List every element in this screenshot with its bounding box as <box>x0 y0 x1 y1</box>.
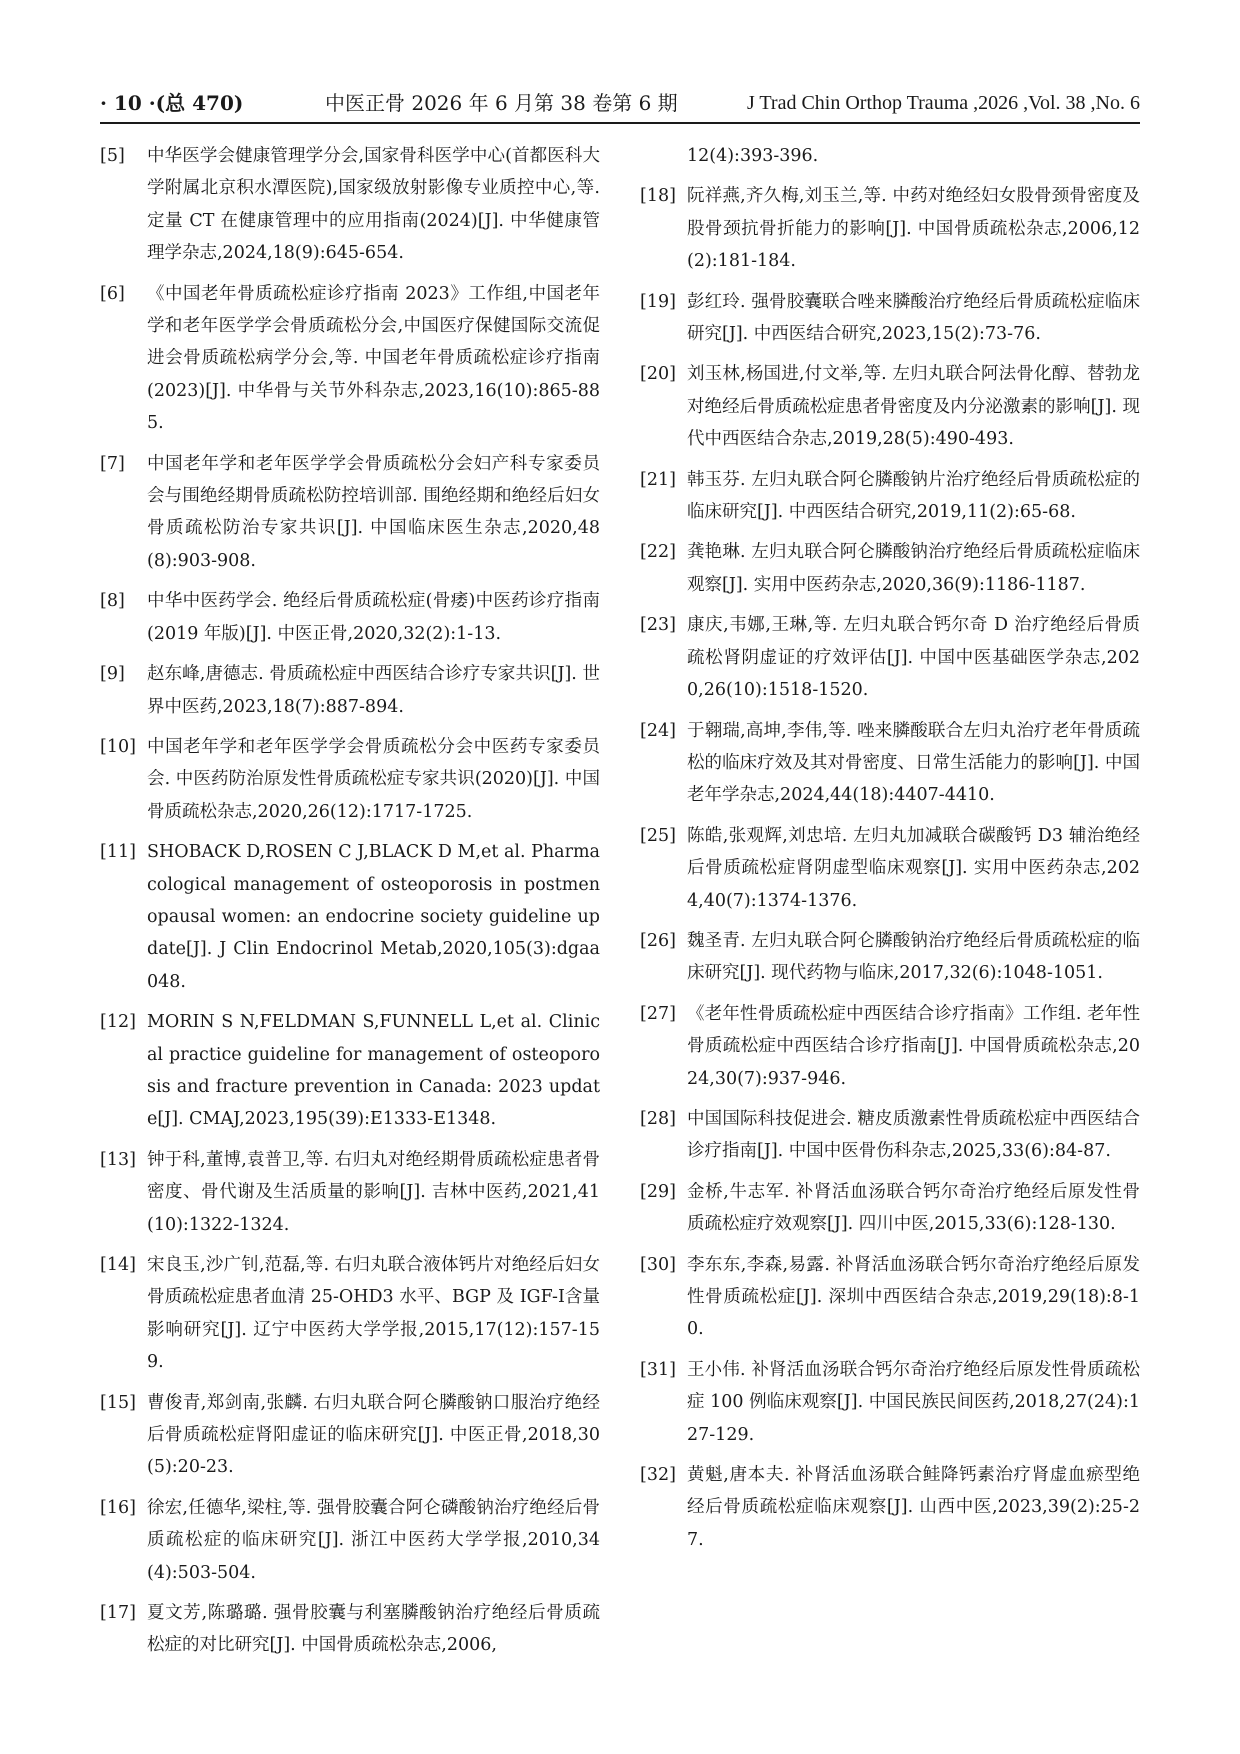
reference-text: 夏文芳,陈璐璐. 强骨胶囊与利塞膦酸钠治疗绝经后骨质疏松症的对比研究[J]. 中国骨质疏松杂志,2006, <box>147 1603 600 1656</box>
reference-text: 王小伟. 补肾活血汤联合钙尔奇治疗绝经后原发性骨质疏松症 100 例临床观察[J]. 中国民族民间医药,2018,27(24):127-129. <box>687 1359 1140 1445</box>
reference-item <box>100 1144 600 1241</box>
reference-text: SHOBACK D,ROSEN C J,BLACK D M,et al. Pharmacological management of osteoporosis in postmenopausal women: an endocrine society guideline update[J]. J Clin Endocrinol Metab,2020,105(3):dgaa048. <box>147 842 600 992</box>
reference-text: MORIN S N,FELDMAN S,FUNNELL L,et al. Clinical practice guideline for management of osteoporosis and fracture prevention in Canada: 2023 update[J]. CMAJ,2023,195(39):E1333-E1348. <box>147 1012 600 1130</box>
reference-number: [29] <box>640 1181 676 1202</box>
reference-text: 金桥,牛志军. 补肾活血汤联合钙尔奇治疗绝经后原发性骨质疏松症疗效观察[J]. 四川中医,2015,33(6):128-130. <box>687 1181 1140 1235</box>
journal-title-en: J Trad Chin Orthop Trauma ,2026 ,Vol. 38 ,No. 6 <box>746 92 1140 114</box>
reference-number: [14] <box>100 1255 136 1275</box>
reference-number: [16] <box>100 1497 136 1518</box>
reference-text: 阮祥燕,齐久梅,刘玉兰,等. 中药对绝经妇女股骨颈骨密度及股骨颈抗骨折能力的影响[J]. 中国骨质疏松杂志,2006,12(2):181-184. <box>687 186 1140 272</box>
reference-number: [13] <box>100 1149 136 1170</box>
reference-continuation <box>640 140 1140 172</box>
reference-number: [24] <box>640 720 676 741</box>
reference-number: [32] <box>640 1465 676 1486</box>
page-number: · 10 ·(总 470) <box>100 91 244 115</box>
reference-item <box>640 715 1140 812</box>
reference-number: [22] <box>640 542 676 563</box>
reference-text: 12(4):393-396. <box>687 146 819 166</box>
reference-item <box>640 1103 1140 1168</box>
reference-item <box>100 1597 600 1662</box>
reference-item <box>100 140 600 270</box>
reference-number: [12] <box>100 1012 136 1033</box>
reference-item <box>640 998 1140 1095</box>
reference-item <box>100 1249 600 1379</box>
reference-text: 徐宏,任德华,梁柱,等. 强骨胶囊合阿仑磷酸钠治疗绝经后骨质疏松症的临床研究[J]. 浙江中医药大学学报,2010,34(4):503-504. <box>147 1497 600 1583</box>
reference-number: [18] <box>640 186 676 207</box>
reference-text: 钟于科,董博,袁普卫,等. 右归丸对绝经期骨质疏松症患者骨密度、骨代谢及生活质量的影响[J]. 吉林中医药,2021,41(10):1322-1324. <box>147 1149 600 1235</box>
reference-item <box>100 731 600 828</box>
reference-number: [6] <box>100 283 125 304</box>
reference-item <box>640 609 1140 706</box>
reference-text: 龚艳琳. 左归丸联合阿仑膦酸钠治疗绝经后骨质疏松症临床观察[J]. 实用中医药杂志,2020,36(9):1186-1187. <box>687 542 1140 595</box>
reference-column-right <box>640 140 1140 1564</box>
reference-number: [11] <box>100 842 136 863</box>
reference-text: 宋良玉,沙广钊,范磊,等. 右归丸联合液体钙片对绝经后妇女骨质疏松症患者血清 25-OHD3 水平、BGP 及 IGF-Ⅰ含量影响研究[J]. 辽宁中医药大学学报,2015,17(12):157-159. <box>147 1255 600 1373</box>
reference-text: 《中国老年骨质疏松症诊疗指南 2023》工作组,中国老年学和老年医学学会骨质疏松分会,中国医疗保健国际交流促进会骨质疏松病学分会,等. 中国老年骨质疏松症诊疗指南(2023)[J]. 中华骨与关节外科杂志,2023,16(10):865-885. <box>147 283 600 434</box>
reference-item <box>100 658 600 723</box>
reference-item <box>640 536 1140 601</box>
reference-number: [10] <box>100 736 136 757</box>
reference-number: [28] <box>640 1108 676 1129</box>
reference-number: [5] <box>100 146 125 166</box>
reference-number: [23] <box>640 615 676 636</box>
reference-text: 于翱瑞,高坤,李伟,等. 唑来膦酸联合左归丸治疗老年骨质疏松的临床疗效及其对骨密度、日常生活能力的影响[J]. 中国老年学杂志,2024,44(18):4407-4410. <box>687 720 1140 806</box>
reference-number: [26] <box>640 930 676 951</box>
reference-item <box>640 358 1140 455</box>
reference-item <box>100 1492 600 1589</box>
reference-item <box>640 286 1140 351</box>
reference-item <box>100 585 600 650</box>
reference-text: 黄魁,唐本夫. 补肾活血汤联合鲑降钙素治疗肾虚血瘀型绝经后骨质疏松症临床观察[J]. 山西中医,2023,39(2):25-27. <box>687 1465 1140 1550</box>
reference-text: 中国老年学和老年医学学会骨质疏松分会中医药专家委员会. 中医药防治原发性骨质疏松症专家共识(2020)[J]. 中国骨质疏松杂志,2020,26(12):1717-1725. <box>147 736 600 822</box>
reference-number: [15] <box>100 1392 136 1413</box>
reference-text: 中华中医药学会. 绝经后骨质疏松症(骨痿)中医药诊疗指南(2019 年版)[J]. 中医正骨,2020,32(2):1-13. <box>147 591 600 644</box>
reference-item <box>640 180 1140 277</box>
reference-item <box>100 448 600 578</box>
reference-text: 中国国际科技促进会. 糖皮质激素性骨质疏松症中西医结合诊疗指南[J]. 中国中医骨伤科杂志,2025,33(6):84-87. <box>687 1108 1140 1162</box>
reference-number: [17] <box>100 1603 136 1624</box>
reference-item <box>640 1249 1140 1346</box>
reference-number: [27] <box>640 1003 676 1024</box>
reference-text: 赵东峰,唐德志. 骨质疏松症中西医结合诊疗专家共识[J]. 世界中医药,2023,18(7):887-894. <box>147 664 600 717</box>
reference-item <box>640 1459 1140 1556</box>
journal-title-cn: 中医正骨 2026 年 6 月第 38 卷第 6 期 <box>325 91 678 115</box>
reference-number: [7] <box>100 453 125 474</box>
running-header <box>100 88 1140 124</box>
reference-number: [8] <box>100 591 125 612</box>
reference-text: 《老年性骨质疏松症中西医结合诊疗指南》工作组. 老年性骨质疏松症中西医结合诊疗指南[J]. 中国骨质疏松杂志,2024,30(7):937-946. <box>687 1003 1140 1089</box>
reference-item <box>640 1354 1140 1451</box>
reference-number: [9] <box>100 664 125 685</box>
reference-item <box>100 1387 600 1484</box>
reference-text: 彭红玲. 强骨胶囊联合唑来膦酸治疗绝经后骨质疏松症临床研究[J]. 中西医结合研究,2023,15(2):73-76. <box>687 291 1140 345</box>
reference-item <box>640 1176 1140 1241</box>
reference-number: [30] <box>640 1254 676 1275</box>
reference-item <box>640 925 1140 990</box>
reference-text: 刘玉林,杨国进,付文举,等. 左归丸联合阿法骨化醇、替勃龙对绝经后骨质疏松症患者骨密度及内分泌激素的影响[J]. 现代中西医结合杂志,2019,28(5):490-493. <box>687 364 1140 450</box>
reference-column-left <box>100 140 600 1670</box>
reference-text: 康庆,韦娜,王琳,等. 左归丸联合钙尔奇 D 治疗绝经后骨质疏松肾阴虚证的疗效评估[J]. 中国中医基础医学杂志,2020,26(10):1518-1520. <box>687 615 1140 701</box>
reference-number: [31] <box>640 1359 676 1380</box>
reference-item <box>640 820 1140 917</box>
reference-number: [25] <box>640 825 676 846</box>
reference-text: 魏圣青. 左归丸联合阿仑膦酸钠治疗绝经后骨质疏松症的临床研究[J]. 现代药物与临床,2017,32(6):1048-1051. <box>687 930 1140 984</box>
reference-number: [20] <box>640 364 676 385</box>
reference-item <box>100 1006 600 1136</box>
reference-text: 中国老年学和老年医学学会骨质疏松分会妇产科专家委员会与围绝经期骨质疏松防控培训部. 围绝经期和绝经后妇女骨质疏松防治专家共识[J]. 中国临床医生杂志,2020,48(8):903-908. <box>147 453 600 571</box>
reference-text: 曹俊青,郑剑南,张麟. 右归丸联合阿仑膦酸钠口服治疗绝经后骨质疏松症肾阳虚证的临床研究[J]. 中医正骨,2018,30(5):20-23. <box>147 1392 600 1478</box>
reference-text: 陈皓,张观辉,刘忠培. 左归丸加减联合碳酸钙 D3 辅治绝经后骨质疏松症肾阴虚型临床观察[J]. 实用中医药杂志,2024,40(7):1374-1376. <box>687 825 1140 911</box>
reference-text: 中华医学会健康管理学分会,国家骨科医学中心(首都医科大学附属北京积水潭医院),国家级放射影像专业质控中心,等. 定量 CT 在健康管理中的应用指南(2024)[J]. 中华健康管理学杂志,2024,18(9):645-654. <box>147 146 600 264</box>
reference-text: 李东东,李森,易露. 补肾活血汤联合钙尔奇治疗绝经后原发性骨质疏松症[J]. 深圳中西医结合杂志,2019,29(18):8-10. <box>687 1254 1140 1340</box>
reference-number: [19] <box>640 291 676 312</box>
reference-number: [21] <box>640 469 676 490</box>
reference-text: 韩玉芬. 左归丸联合阿仑膦酸钠片治疗绝经后骨质疏松症的临床研究[J]. 中西医结合研究,2019,11(2):65-68. <box>687 469 1140 523</box>
reference-item <box>640 464 1140 529</box>
reference-item <box>100 278 600 440</box>
reference-item <box>100 836 600 998</box>
